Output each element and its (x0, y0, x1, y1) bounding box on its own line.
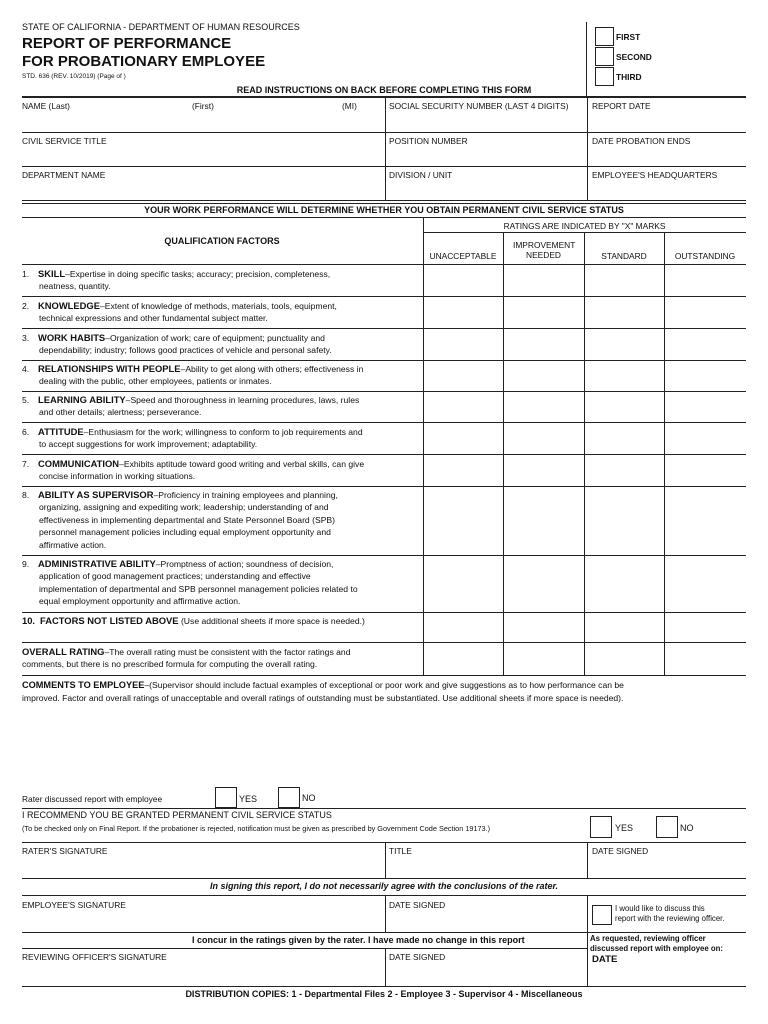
factor-communication: 7. COMMUNICATION–Exhibits aptitude toward good writing and verbal skills, can give concise information in working situations. (22, 458, 365, 482)
reviewing-officer-signature-field[interactable]: REVIEWING OFFICER'S SIGNATURE (22, 952, 167, 962)
second-report-checkbox[interactable] (595, 47, 614, 66)
review-date-field[interactable]: DATE (592, 954, 618, 965)
civil-service-title-field[interactable]: CIVIL SERVICE TITLE (22, 136, 107, 146)
discussed-no-checkbox[interactable] (278, 787, 300, 808)
recommend-yes-label: YES (615, 823, 634, 833)
discussed-yes-label: YES (239, 794, 258, 804)
headquarters-field[interactable]: EMPLOYEE'S HEADQUARTERS (592, 170, 718, 180)
discuss-with-reviewer-checkbox[interactable] (592, 905, 612, 925)
recommend-label: I RECOMMEND YOU BE GRANTED PERMANENT CIVIL SERVICE STATUS (22, 810, 332, 820)
form-title-line1: REPORT OF PERFORMANCE (22, 35, 232, 52)
discussed-yes-checkbox[interactable] (215, 787, 237, 808)
third-report-label: THIRD (616, 72, 642, 82)
disclaimer: In signing this report, I do not necessarily agree with the conclusions of the rater. (209, 881, 559, 891)
ssn-field[interactable]: SOCIAL SECURITY NUMBER (LAST 4 DIGITS) (389, 101, 569, 111)
factor-relationships: 4. RELATIONSHIPS WITH PEOPLE–Ability to get along with others; effectiveness in dealing with the public, other employees, patients or inmates. (22, 363, 364, 387)
col-unacceptable: UNACCEPTABLE (429, 251, 497, 261)
agency-line: STATE OF CALIFORNIA - DEPARTMENT OF HUMAN RESOURCES (22, 22, 300, 32)
name-first-field[interactable]: (First) (192, 101, 214, 111)
recommend-note: (To be checked only on Final Report. If the probationer is rejected, notification must be given as prescribed by Government Code Section 19173.) (22, 824, 491, 833)
rater-discussed-label: Rater discussed report with employee (22, 794, 163, 804)
form-number: STD. 636 (REV. 10/2019) (Page of ) (22, 73, 126, 80)
rater-title-field[interactable]: TITLE (389, 846, 412, 856)
comments-to-employee[interactable]: COMMENTS TO EMPLOYEE–(Supervisor should include factual examples of exceptional or poor work and give suggestions as to how performance can be improved. Factor and overall ratings of unacceptable and overall ratings of outstanding must be substantiated. Use additional sheets if more space is needed). (22, 680, 624, 703)
recommend-yes-checkbox[interactable] (590, 816, 612, 838)
discuss-with-reviewer-label: I would like to discuss this report with the reviewing officer. (615, 904, 725, 923)
distribution-copies: DISTRIBUTION COPIES: 1 - Departmental Files 2 - Employee 3 - Supervisor 4 - Miscellaneous (185, 989, 583, 999)
ratings-header: RATINGS ARE INDICATED BY "X" MARKS (503, 221, 666, 231)
as-requested-note: As requested, reviewing officer discussed report with employee on: (590, 934, 724, 953)
name-last-field[interactable]: NAME (Last) (22, 101, 70, 111)
division-unit-field[interactable]: DIVISION / UNIT (389, 170, 453, 180)
department-name-field[interactable]: DEPARTMENT NAME (22, 170, 106, 180)
recommend-no-label: NO (680, 823, 694, 833)
second-report-label: SECOND (616, 52, 652, 62)
overall-rating: OVERALL RATING–The overall rating must be consistent with the factor ratings and comments, but there is no prescribed formula for computing the overall rating. (22, 646, 351, 670)
col-outstanding: OUTSTANDING (674, 251, 736, 261)
first-report-checkbox[interactable] (595, 27, 614, 46)
qualification-factors-header: QUALIFICATION FACTORS (164, 236, 280, 246)
rater-date-signed-field[interactable]: DATE SIGNED (592, 846, 649, 856)
report-date-field[interactable]: REPORT DATE (592, 101, 651, 111)
concur-statement: I concur in the ratings given by the rater. I have made no change in this report (192, 935, 525, 945)
first-report-label: FIRST (616, 32, 641, 42)
employees-signature-field[interactable]: EMPLOYEE'S SIGNATURE (22, 900, 126, 910)
employee-date-signed-field[interactable]: DATE SIGNED (389, 900, 446, 910)
factor-work-habits: 3. WORK HABITS–Organization of work; care of equipment; punctuality and dependability; industry; follows good practices of vehicle and personal safety. (22, 332, 332, 356)
factor-administrative-ability: 9. ADMINISTRATIVE ABILITY–Promptness of action; soundness of decision, application of good management practices; understanding and effective implementation of departmental and SPB personnel management policies related to equal employment opportunity and affirmative action. (22, 558, 358, 607)
performance-banner: YOUR WORK PERFORMANCE WILL DETERMINE WHETHER YOU OBTAIN PERMANENT CIVIL SERVICE STATUS (144, 205, 624, 215)
date-probation-ends-field[interactable]: DATE PROBATION ENDS (592, 136, 691, 146)
factor-knowledge: 2. KNOWLEDGE–Extent of knowledge of methods, materials, tools, equipment, technical expressions and other fundamental subject matter. (22, 300, 337, 324)
position-number-field[interactable]: POSITION NUMBER (389, 136, 468, 146)
factor-ability-as-supervisor: 8. ABILITY AS SUPERVISOR–Proficiency in training employees and planning, organizing, assigning and expediting work; leadership; understanding of and effectiveness in implementing departmental and State Personnel Board (SPB) personnel management policies including equal employment opportunity and affirmative action. (22, 489, 338, 550)
discussed-no-label: NO (302, 793, 316, 803)
factor-not-listed: 10. FACTORS NOT LISTED ABOVE (Use additional sheets if more space is needed.) (22, 615, 365, 626)
factor-skill: 1. SKILL–Expertise in doing specific tasks; accuracy; precision, completeness, neatness, quantity. (22, 268, 331, 292)
col-standard: STANDARD (601, 251, 647, 261)
name-mi-field[interactable]: (MI) (342, 101, 357, 111)
third-report-checkbox[interactable] (595, 67, 614, 86)
form-title-line2: FOR PROBATIONARY EMPLOYEE (22, 53, 266, 70)
col-improvement-needed: IMPROVEMENT NEEDED (513, 240, 576, 260)
factor-learning-ability: 5. LEARNING ABILITY–Speed and thoroughness in learning procedures, laws, rules and other details; alertness; perseverance. (22, 394, 360, 418)
raters-signature-field[interactable]: RATER'S SIGNATURE (22, 846, 108, 856)
factor-attitude: 6. ATTITUDE–Enthusiasm for the work; willingness to conform to job requirements and to accept suggestions for work improvement; adaptability. (22, 426, 363, 450)
reviewer-date-signed-field[interactable]: DATE SIGNED (389, 952, 446, 962)
recommend-no-checkbox[interactable] (656, 816, 678, 838)
instructions-banner: READ INSTRUCTIONS ON BACK BEFORE COMPLETING THIS FORM (236, 85, 532, 95)
